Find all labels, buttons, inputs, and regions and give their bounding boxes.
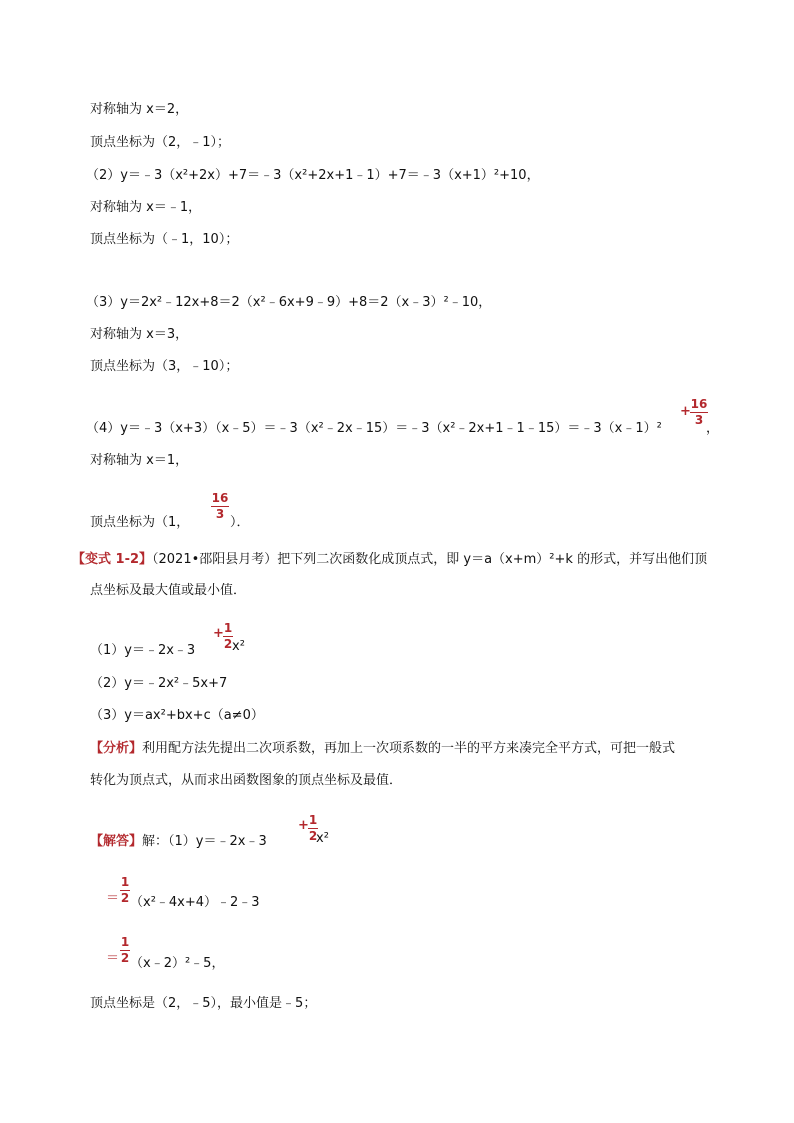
fraction-numerator: 1: [308, 813, 318, 827]
analysis-line-1: [90, 740, 675, 758]
analysis-text: 利用配方法先提出二次项系数，再加上一次项系数的一半的平方来凑完全平方式，可把一般式: [142, 741, 676, 756]
axis-line-4: 对称轴为 x＝1，: [90, 453, 189, 468]
variant-tag: 【变式 1-2】: [72, 552, 153, 567]
fraction-denominator: 2: [223, 637, 233, 651]
fraction-denominator: 3: [215, 507, 225, 521]
vertex-line-1: 顶点坐标为（2，﹣1）；: [90, 135, 231, 150]
fraction-half: [120, 876, 130, 905]
vertex-line-2: 顶点坐标为（﹣1，10）；: [90, 232, 239, 247]
conclusion-line: 顶点坐标是（2，﹣5），最小值是﹣5；: [90, 996, 317, 1011]
answer-text: 解：（1）y＝﹣2x﹣3: [142, 834, 267, 849]
question-3: （3）y＝ax²+bx+c（a≠0）: [90, 708, 264, 723]
fraction-denominator: 2: [120, 891, 130, 905]
answer-x-squared: x²: [316, 831, 329, 846]
fraction-denominator: 3: [694, 413, 704, 427]
equation-2: （2）y＝﹣3（x²+2x）+7＝﹣3（x²+2x+1﹣1）+7＝﹣3（x+1）²+10，: [86, 168, 540, 183]
vertex-line-4: 顶点坐标为（1，: [90, 515, 190, 530]
vertex-line-3: 顶点坐标为（3，﹣10）；: [90, 359, 239, 374]
fraction-numerator: 16: [690, 397, 708, 411]
question-1-x-squared: x²: [232, 639, 245, 654]
step-1-equals: ＝: [106, 891, 120, 906]
plus-sign: +: [298, 818, 309, 833]
step-2-expression: （x﹣2）²﹣5，: [130, 956, 225, 971]
fraction-numerator: 1: [120, 935, 130, 949]
analysis-line-2: 转化为顶点式，从而求出函数图象的顶点坐标及最值．: [90, 773, 403, 788]
step-1-expression: （x²﹣4x+4）﹣2﹣3: [130, 895, 260, 910]
fraction-numerator: 16: [211, 491, 229, 505]
analysis-tag: 【分析】: [90, 741, 143, 756]
plus-sign: +: [680, 404, 691, 419]
question-2: （2）y＝﹣2x²﹣5x+7: [90, 676, 228, 691]
fraction-denominator: 2: [308, 829, 318, 843]
fraction-denominator: 2: [120, 951, 130, 965]
question-1: （1）y＝﹣2x﹣3: [90, 643, 196, 658]
fraction-half: [120, 936, 130, 965]
vertex-line-4-tail: ）．: [230, 515, 250, 530]
answer-line: [90, 833, 267, 851]
equation-4: （4）y＝﹣3（x+3）（x﹣5）＝﹣3（x²﹣2x﹣15）＝﹣3（x²﹣2x+1﹣1﹣15）＝﹣3（x﹣1）²: [86, 421, 662, 436]
fraction-numerator: 1: [120, 875, 130, 889]
variant-text: （2021•邵阳县月考）把下列二次函数化成顶点式，即 y＝a（x+m）²+k 的形式，并写出他们顶: [152, 552, 708, 567]
axis-line-3: 对称轴为 x＝3，: [90, 327, 189, 342]
plus-sign: +: [213, 626, 224, 641]
variant-text-2: 点坐标及最大值或最小值．: [90, 583, 247, 598]
answer-tag: 【解答】: [90, 834, 143, 849]
fraction-numerator: 1: [223, 621, 233, 635]
variant-header: [72, 551, 707, 569]
step-2-equals: ＝: [106, 951, 120, 966]
axis-line-2: 对称轴为 x＝﹣1，: [90, 200, 202, 215]
fraction-sixteen-thirds-vertex: [211, 492, 229, 521]
equation-4-tail: ，: [706, 421, 720, 436]
equation-3: （3）y＝2x²﹣12x+8＝2（x²﹣6x+9﹣9）+8＝2（x﹣3）²﹣10，: [86, 295, 492, 310]
axis-line-1: 对称轴为 x＝2，: [90, 102, 189, 117]
